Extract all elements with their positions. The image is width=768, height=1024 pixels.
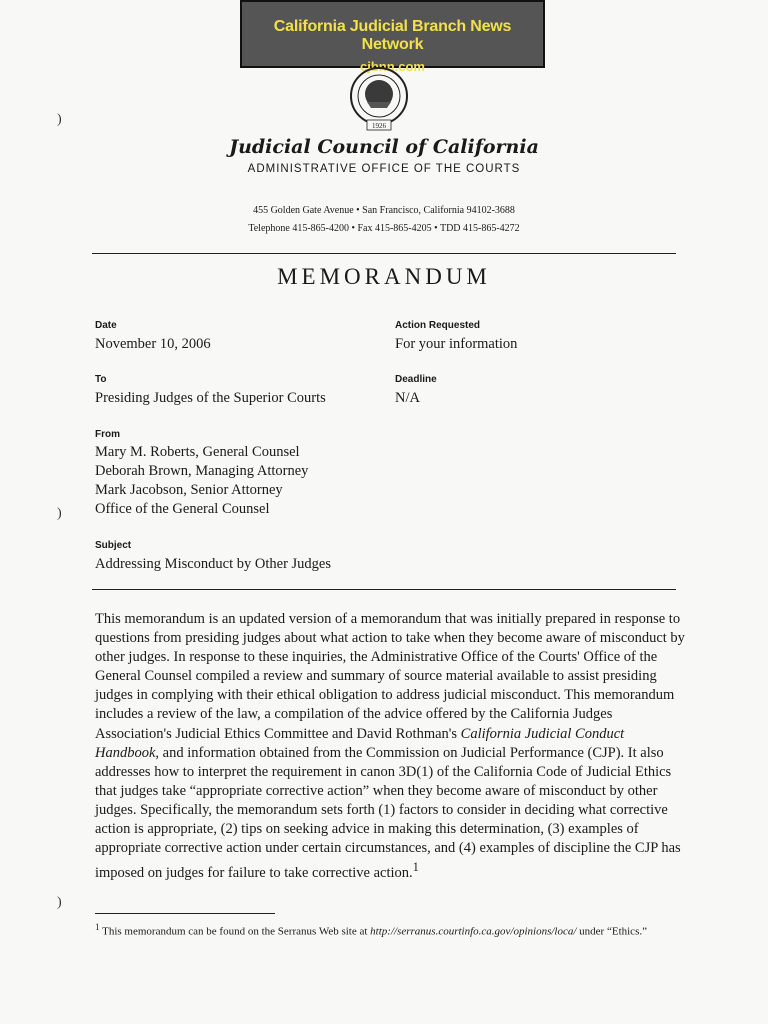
from-line: Mark Jacobson, Senior Attorney (95, 482, 283, 498)
from-label: From (95, 429, 120, 440)
seal-year: 1926 (372, 122, 386, 130)
footnote-text: This memorandum can be found on the Serranus Web site at (99, 925, 371, 938)
from-line: Office of the General Counsel (95, 501, 270, 517)
banner-url[interactable]: cjbnn.com (359, 59, 425, 74)
body-text: This memorandum is an updated version of a memorandum that was initially prepared in response to questions from presiding judges about what action to take when they become aware of misconduct by other judges. In response to these inquiries, the Administrative Office of the Courts' Office of the General Counsel compiled a review and summary of source material available to assist presiding judges in complying with their ethical obligation to address judicial misconduct. This memorandum includes a review of the law, a compilation of the advice offered by the California Judges Association's Judicial Ethics Committee and David Rothman's (95, 611, 685, 742)
from-line: Deborah Brown, Managing Attorney (95, 463, 309, 479)
deadline-label: Deadline (395, 374, 437, 385)
from-block (95, 443, 308, 519)
section-rule (92, 589, 676, 590)
council-name: Judicial Council of California (229, 136, 539, 158)
to-value: Presiding Judges of the Superior Courts (95, 390, 326, 406)
handbook-title: California Judicial Conduct Handbook (95, 725, 625, 761)
footnote-number: 1 (95, 922, 100, 932)
footnote (95, 920, 685, 939)
to-label: To (95, 374, 107, 385)
from-line: Mary M. Roberts, General Counsel (95, 444, 300, 460)
office-phones: Telephone 415-865-4200 • Fax 415-865-4205 • TDD 415-865-4272 (248, 223, 520, 234)
margin-mark: ) (57, 506, 62, 521)
subject-label: Subject (95, 540, 132, 551)
memo-body (95, 610, 685, 883)
action-label: Action Requested (395, 320, 481, 331)
body-text: , and information obtained from the Commission on Judicial Performance (CJP). It also addresses how to interpret the requirement in canon 3D(1) of the California Code of Judicial Ethics that judges take “appropriate corrective action” when they become aware of misconduct by other judges. Specifically, the memorandum sets forth (1) factors to consider in deciding what corrective action is appropriate, (2) tips on seeking advice in making this determination, (3) examples of appropriate corrective action under certain circumstances, and (4) examples of discipline the CJP has imposed on judges for failure to take corrective action. (95, 744, 681, 882)
footnote-text: under “Ethics.” (576, 925, 647, 938)
court-seal-icon (333, 66, 425, 132)
footnote-rule (95, 913, 275, 914)
memo-heading: MEMORANDUM (277, 264, 491, 289)
date-label: Date (95, 320, 117, 331)
date-value: November 10, 2006 (95, 336, 211, 352)
office-address: 455 Golden Gate Avenue • San Francisco, California 94102-3688 (253, 205, 515, 216)
subject-value: Addressing Misconduct by Other Judges (95, 556, 332, 572)
news-banner (240, 0, 545, 74)
header-rule (92, 253, 676, 254)
office-name: ADMINISTRATIVE OFFICE OF THE COURTS (247, 163, 521, 175)
action-value: For your information (395, 336, 518, 352)
footnote-link[interactable]: http://serranus.courtinfo.ca.gov/opinions/loca/ (370, 925, 577, 938)
margin-mark: ) (57, 895, 62, 910)
banner-title: California Judicial Branch News Network (273, 18, 512, 53)
footnote-ref[interactable]: 1 (412, 860, 419, 875)
deadline-value: N/A (395, 390, 420, 406)
margin-mark: ) (57, 112, 62, 127)
